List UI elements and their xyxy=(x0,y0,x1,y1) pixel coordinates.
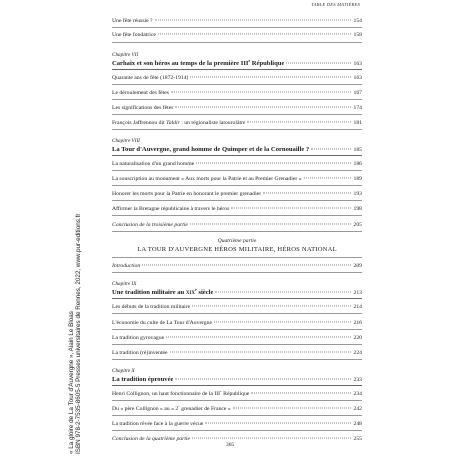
toc-entry[interactable]: Une fête réussie ? 154 xyxy=(112,18,362,24)
toc-entry[interactable]: Introduction 209 xyxy=(112,263,362,269)
toc-entry[interactable]: Quarante ans de fête (1872-1914) 163 xyxy=(112,75,362,81)
toc-entry[interactable]: La tradition rêvée face à la guerre vécue 248 xyxy=(112,421,362,427)
toc-entry[interactable]: La souscription au monument « Aux morts pour la Patrie et au Premier Grenadier » 189 xyxy=(112,176,362,182)
chapter-label: Chapitre VII xyxy=(112,52,139,58)
toc-entry[interactable]: Affirmer la Bretagne républicaine à travers le héros 198 xyxy=(112,206,362,212)
toc-entry[interactable]: Conclusion de la quatrième partie 255 xyxy=(112,436,362,442)
side-citation-line1: « La gloire de La Tour d'Auvergne », Alain Le Bloas xyxy=(68,311,75,454)
italic-name: Taldir xyxy=(166,120,180,126)
part-label: Quatrième partie xyxy=(217,238,257,244)
page-number: 365 xyxy=(226,442,235,448)
chapter-label: Chapitre VIII xyxy=(112,138,140,144)
side-citation-line2: ISBN 978-2-7535-8605-5 Presses universitaires de Rennes, 2022, www.pur-editions.fr xyxy=(75,213,83,454)
chapter-heading[interactable]: Une tradition militaire au xix$^e$ siècle 213 xyxy=(112,289,362,296)
toc-entry[interactable]: L'économie du culte de La Tour d'Auvergne 216 xyxy=(112,320,362,326)
toc-entry[interactable]: Les débuts de la tradition militaire 214 xyxy=(112,304,362,310)
running-header: TABLE DES MATIÈRES xyxy=(311,2,360,7)
side-citation xyxy=(68,0,83,454)
toc-entry[interactable]: La naturalisation d'un grand homme 186 xyxy=(112,161,362,167)
toc-entry[interactable]: Les significations des fêtes 174 xyxy=(112,105,362,111)
toc-entry[interactable]: François Jaffrennou dit Taldir : un régionaliste latourolâtre 181 xyxy=(112,120,362,126)
chapter-label: Chapitre X xyxy=(112,368,135,374)
toc-entry[interactable]: Honorer les morts pour la Patrie en honorant le premier grenadier 193 xyxy=(112,191,362,197)
chapter-heading[interactable]: La tradition éprouvée 233 xyxy=(112,376,362,383)
toc-entry[interactable]: Conclusion de la troisième partie 205 xyxy=(112,222,362,228)
toc-entry[interactable]: Le déroulement des fêtes 167 xyxy=(112,90,362,96)
part-title: LA TOUR D'AUVERGNE HÉROS MILITAIRE, HÉROS NATIONAL xyxy=(137,246,337,253)
chapter-heading[interactable]: Carhaix et son héros au temps de la première IIIe République 163 xyxy=(112,60,362,67)
toc-entry[interactable]: Du « père Collignon » au « 2e grenadier de France » 242 xyxy=(112,406,362,412)
toc-entry[interactable]: La tradition gyrovague 220 xyxy=(112,335,362,341)
toc-entry[interactable]: La tradition (ré)inventée 224 xyxy=(112,350,362,356)
toc-entry[interactable]: Une fête fondatrice 158 xyxy=(112,32,362,38)
toc-entry[interactable]: Henri Collignon, un haut fonctionnaire de la IIIe République 234 xyxy=(112,391,362,397)
chapter-heading[interactable]: La Tour d'Auvergne, grand homme de Quimper et de la Cornouaille ? 185 xyxy=(112,146,362,153)
chapter-label: Chapitre IX xyxy=(112,281,137,287)
